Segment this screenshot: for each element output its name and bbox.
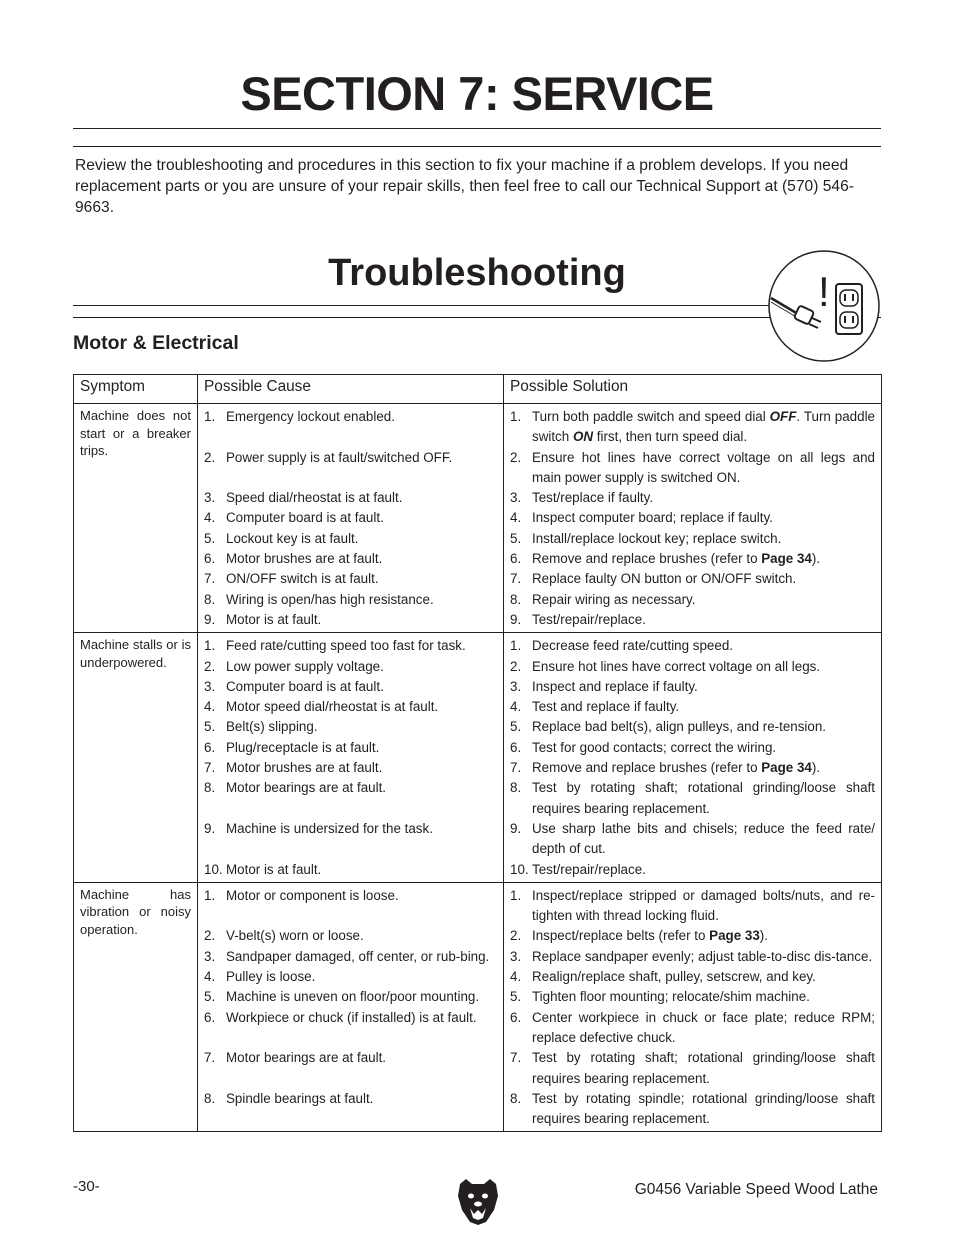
solution-text (532, 590, 875, 610)
solution-number: 7. (510, 1050, 522, 1066)
solution-text-part: Replace sandpaper evenly; adjust table-to-disc dis-tance. (532, 948, 873, 964)
header-rule-thin (73, 146, 881, 147)
solution-text-part: Install/replace lockout key; replace switch. (532, 530, 782, 546)
cause-number: 7. (204, 571, 216, 587)
cause-item (204, 549, 497, 569)
solution-text (532, 508, 875, 528)
solution-number: 6. (510, 739, 522, 755)
cause-text: Motor bearings are at fault. (226, 780, 387, 796)
cause-item (204, 717, 497, 737)
solution-item (510, 697, 875, 717)
solution-item (510, 1089, 875, 1130)
solution-text-part: Test/replace if faulty. (532, 490, 654, 506)
solution-text (532, 1008, 875, 1049)
solution-item (510, 488, 875, 508)
solution-text-part: Test by rotating shaft; rotational grinding/loose shaft requires bearing replacement. (532, 780, 875, 816)
solution-text-part: Replace faulty ON button or ON/OFF switch. (532, 571, 797, 587)
solution-item (510, 529, 875, 549)
solution-text (532, 610, 875, 630)
cause-text: V-belt(s) worn or loose. (226, 928, 364, 944)
cause-item (204, 860, 497, 880)
solution-item (510, 987, 875, 1007)
cause-number: 2. (204, 928, 216, 944)
solution-text-part: Inspect and replace if faulty. (532, 678, 698, 694)
cause-cell (198, 404, 504, 633)
solution-text-part: Test/repair/replace. (532, 861, 646, 877)
emphasis-text: OFF (769, 409, 797, 424)
solution-text-part: Test/repair/replace. (532, 611, 646, 627)
solution-number: 8. (510, 1090, 522, 1106)
solution-text (532, 529, 875, 549)
cause-number: 8. (204, 780, 216, 796)
solution-text-part: Remove and replace brushes (refer to (532, 760, 762, 776)
solution-item (510, 508, 875, 528)
solution-number: 8. (510, 780, 522, 796)
solution-number: 1. (510, 887, 522, 903)
table-row (74, 882, 882, 1132)
cause-text: Low power supply voltage. (226, 658, 384, 674)
cause-item (204, 569, 497, 589)
cause-number: 6. (204, 739, 216, 755)
cause-item (204, 488, 497, 508)
cause-text: Wiring is open/has high resistance. (226, 591, 434, 607)
cause-number: 5. (204, 719, 216, 735)
solution-text-part: Test and replace if faulty. (532, 699, 680, 715)
cause-item (204, 1048, 497, 1089)
solution-text (532, 926, 875, 946)
solution-number: 4. (510, 510, 522, 526)
solution-item (510, 758, 875, 778)
solution-text-part: . Turn paddle switch (532, 409, 875, 445)
solution-number: 2. (510, 928, 522, 944)
cause-item (204, 947, 497, 967)
cause-cell (198, 633, 504, 883)
solution-number: 2. (510, 449, 522, 465)
emphasis-text: Page 34 (761, 551, 812, 567)
solution-number: 9. (510, 820, 522, 836)
header-possible-solution: Possible Solution (504, 375, 882, 404)
cause-text: Motor bearings are at fault. (226, 1050, 387, 1066)
solution-text-part: Ensure hot lines have correct voltage on all legs and main power supply is switched ON. (532, 449, 875, 485)
solution-text (532, 448, 875, 489)
solution-text-part: Inspect computer board; replace if faulty. (532, 510, 773, 526)
cause-item (204, 677, 497, 697)
emphasis-text: Page 34 (761, 760, 812, 776)
solution-cell (504, 404, 882, 633)
cause-item (204, 610, 497, 630)
troubleshooting-title: Troubleshooting (328, 252, 626, 294)
cause-item (204, 407, 497, 448)
solution-number: 6. (510, 551, 522, 567)
solution-text-part: Use sharp lathe bits and chisels; reduce the feed rate/ depth of cut. (532, 820, 875, 857)
cause-number: 3. (204, 490, 216, 506)
solution-number: 7. (510, 571, 522, 587)
cause-text: Motor brushes are at fault. (226, 760, 383, 776)
cause-number: 7. (204, 760, 216, 776)
solution-cell (504, 633, 882, 883)
cause-number: 1. (204, 409, 216, 424)
solution-text-part: first, then turn speed dial. (593, 429, 748, 445)
cause-number: 1. (204, 887, 216, 903)
cause-number: 3. (204, 948, 216, 964)
solution-text-part: Inspect/replace stripped or damaged bolts/nuts, and re-tighten with thread locking fluid. (532, 887, 875, 924)
solution-number: 2. (510, 658, 522, 674)
solution-item (510, 778, 875, 819)
solution-text (532, 778, 875, 819)
cause-item (204, 819, 497, 860)
cause-item (204, 778, 497, 819)
solution-number: 10. (510, 861, 529, 877)
solution-cell (504, 882, 882, 1132)
symptom-cell: Machine stalls or is underpowered. (74, 633, 198, 883)
solution-item (510, 610, 875, 630)
solution-item (510, 636, 875, 656)
cause-number: 2. (204, 449, 216, 465)
solution-number: 5. (510, 719, 522, 735)
solution-item (510, 860, 875, 880)
section-title: SECTION 7: SERVICE (240, 67, 714, 120)
unplug-warning-icon (766, 248, 884, 364)
header-possible-cause: Possible Cause (198, 375, 504, 404)
cause-text: Power supply is at fault/switched OFF. (226, 449, 453, 465)
cause-text: Machine is uneven on floor/poor mounting. (226, 989, 480, 1005)
cause-text: Speed dial/rheostat is at fault. (226, 490, 403, 506)
cause-item (204, 886, 497, 927)
table-row (74, 404, 882, 633)
cause-number: 8. (204, 1090, 216, 1106)
solution-text-part: ). (811, 551, 821, 567)
cause-text: Emergency lockout enabled. (226, 409, 395, 424)
solution-text-part: ). (759, 928, 768, 944)
solution-text (532, 967, 875, 987)
solution-number: 3. (510, 678, 522, 694)
cause-text: Motor is at fault. (226, 611, 322, 627)
solution-text-part: Center workpiece in chuck or face plate; reduce RPM; replace defective chuck. (532, 1009, 875, 1045)
solution-item (510, 967, 875, 987)
troubleshooting-table (73, 374, 882, 1132)
cause-number: 3. (204, 678, 216, 694)
cause-item (204, 529, 497, 549)
solution-text-part: Repair wiring as necessary. (532, 591, 696, 607)
solution-number: 4. (510, 699, 522, 715)
page-number: -30- (73, 1178, 100, 1195)
solution-item (510, 1048, 875, 1089)
solution-text-part: Inspect/replace belts (refer to (532, 928, 710, 944)
solution-item (510, 738, 875, 758)
cause-number: 5. (204, 530, 216, 546)
solution-item (510, 717, 875, 737)
solution-text (532, 697, 875, 717)
solution-text-part: Realign/replace shaft, pulley, setscrew, and key. (532, 969, 816, 985)
solution-item (510, 1008, 875, 1049)
solution-item (510, 590, 875, 610)
cause-text: Feed rate/cutting speed too fast for task. (226, 638, 466, 654)
cause-text: Pulley is loose. (226, 969, 316, 985)
manual-title: G0456 Variable Speed Wood Lathe (634, 1181, 878, 1198)
solution-item (510, 819, 875, 860)
solution-text (532, 1048, 875, 1089)
cause-number: 10. (204, 861, 223, 877)
solution-number: 8. (510, 591, 522, 607)
solution-text (532, 738, 875, 758)
solution-text-part: Tighten floor mounting; relocate/shim machine. (532, 989, 810, 1005)
cause-text: ON/OFF switch is at fault. (226, 571, 379, 587)
cause-text: Motor brushes are at fault. (226, 551, 383, 567)
cause-item (204, 987, 497, 1007)
table-header-row (74, 375, 882, 404)
cause-number: 4. (204, 969, 216, 985)
cause-number: 2. (204, 658, 216, 674)
grizzly-bear-logo (456, 1176, 500, 1226)
solution-number: 5. (510, 989, 522, 1005)
solution-number: 7. (510, 760, 522, 776)
solution-item (510, 549, 875, 569)
cause-number: 6. (204, 551, 216, 567)
cause-item (204, 508, 497, 528)
solution-item (510, 407, 875, 448)
cause-item (204, 697, 497, 717)
cause-text: Sandpaper damaged, off center, or rub-bing. (226, 948, 490, 964)
cause-item (204, 657, 497, 677)
cause-number: 9. (204, 611, 216, 627)
solution-number: 6. (510, 1009, 522, 1025)
symptom-cell: Machine has vibration or noisy operation. (74, 882, 198, 1132)
solution-text (532, 636, 875, 656)
cause-item (204, 967, 497, 987)
solution-number: 4. (510, 969, 522, 985)
solution-number: 1. (510, 409, 522, 424)
cause-item (204, 448, 497, 489)
cause-number: 7. (204, 1050, 216, 1066)
solution-text (532, 569, 875, 589)
subheading-motor-electrical: Motor & Electrical (73, 332, 239, 354)
solution-text (532, 758, 875, 778)
cause-item (204, 738, 497, 758)
cause-text: Workpiece or chuck (if installed) is at fault. (226, 1009, 477, 1025)
solution-text (532, 488, 875, 508)
cause-item (204, 1008, 497, 1049)
cause-number: 6. (204, 1009, 216, 1025)
solution-text (532, 819, 875, 860)
intro-paragraph: Review the troubleshooting and procedures in this section to fix your machine if a problem develops. If you need replacement parts or you are unsure of your repair skills, then feel free to call our Technical Support at (570) 546-9663. (75, 157, 854, 216)
cause-text: Lockout key is at fault. (226, 530, 359, 546)
cause-text: Computer board is at fault. (226, 678, 384, 694)
solution-text-part: ). (811, 760, 821, 776)
cause-text: Spindle bearings at fault. (226, 1090, 374, 1106)
solution-text-part: Test by rotating shaft; rotational grinding/loose shaft requires bearing replacement. (532, 1050, 875, 1086)
cause-number: 8. (204, 591, 216, 607)
cause-number: 4. (204, 699, 216, 715)
solution-item (510, 657, 875, 677)
cause-number: 4. (204, 510, 216, 526)
solution-item (510, 886, 875, 927)
emphasis-text: ON (572, 429, 594, 445)
solution-text-part: Ensure hot lines have correct voltage on all legs. (532, 658, 821, 674)
table-row (74, 633, 882, 883)
cause-item (204, 758, 497, 778)
solution-item (510, 677, 875, 697)
solution-text-part: Test by rotating spindle; rotational grinding/loose shaft requires bearing replacement. (532, 1090, 875, 1127)
solution-text-part: Replace bad belt(s), align pulleys, and re-tension. (532, 719, 827, 735)
solution-text (532, 860, 875, 880)
solution-text (532, 947, 875, 967)
cause-text: Machine is undersized for the task. (226, 820, 433, 836)
solution-item (510, 947, 875, 967)
header-symptom: Symptom (74, 375, 198, 404)
solution-text (532, 987, 875, 1007)
solution-item (510, 569, 875, 589)
cause-item (204, 1089, 497, 1109)
cause-number: 5. (204, 989, 216, 1005)
solution-text-part: Test for good contacts; correct the wiring. (532, 739, 777, 755)
troubleshooting-rule (73, 305, 773, 306)
solution-text (532, 1089, 875, 1130)
solution-text (532, 407, 875, 448)
troubleshooting-rule-lower (73, 317, 881, 318)
cause-text: Computer board is at fault. (226, 510, 384, 526)
solution-number: 1. (510, 638, 522, 654)
solution-number: 3. (510, 948, 522, 964)
cause-text: Motor is at fault. (226, 861, 322, 877)
svg-text:!: ! (818, 268, 830, 315)
solution-text-part: Decrease feed rate/cutting speed. (532, 638, 733, 654)
cause-number: 9. (204, 820, 216, 836)
symptom-cell: Machine does not start or a breaker trips. (74, 404, 198, 633)
solution-text (532, 549, 875, 569)
solution-item (510, 448, 875, 489)
solution-item (510, 926, 875, 946)
cause-number: 1. (204, 638, 216, 654)
solution-text-part: Turn both paddle switch and speed dial (532, 409, 770, 424)
solution-number: 9. (510, 611, 522, 627)
cause-item (204, 636, 497, 656)
header-rule (73, 128, 881, 129)
cause-item (204, 926, 497, 946)
cause-text: Belt(s) slipping. (226, 719, 318, 735)
cause-item (204, 590, 497, 610)
cause-text: Plug/receptacle is at fault. (226, 739, 380, 755)
solution-text (532, 677, 875, 697)
solution-number: 3. (510, 490, 522, 506)
solution-text (532, 717, 875, 737)
cause-text: Motor speed dial/rheostat is at fault. (226, 699, 439, 715)
solution-text (532, 886, 875, 927)
emphasis-text: Page 33 (709, 928, 760, 944)
solution-text-part: Remove and replace brushes (refer to (532, 551, 762, 567)
solution-text (532, 657, 875, 677)
cause-text: Motor or component is loose. (226, 887, 399, 903)
solution-number: 5. (510, 530, 522, 546)
cause-cell (198, 882, 504, 1132)
